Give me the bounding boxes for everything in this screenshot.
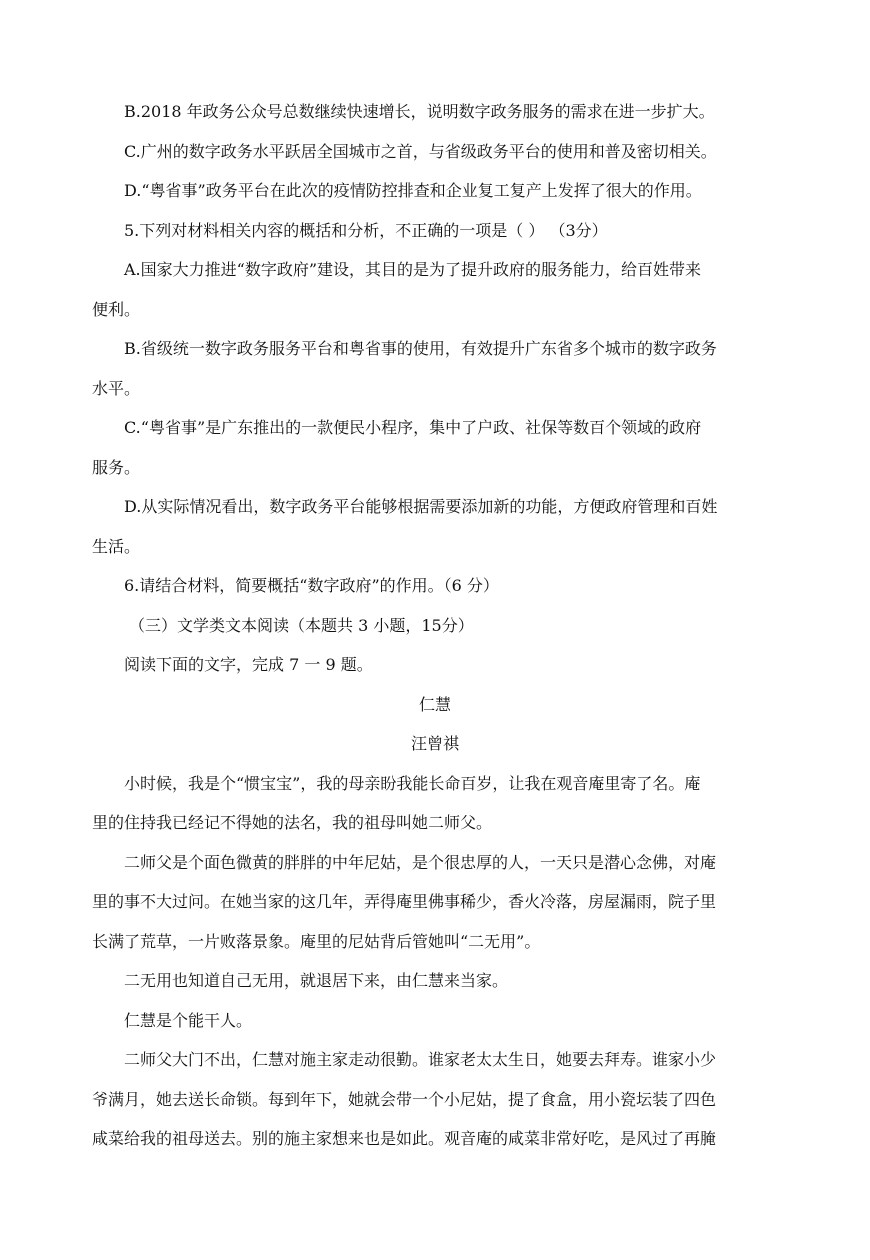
option-d-q5-line2: 生活。 (92, 536, 141, 556)
option-b-q5-line1: B.省级统一数字政务服务平台和粤省事的使用，有效提升广东省多个城市的数字政务 (124, 339, 717, 358)
option-b-q4: B.2018 年政务公众号总数继续快速增长，说明数字政务服务的需求在进一步扩大。 (124, 102, 715, 121)
option-c-q5-line1: C.“粤省事”是广东推出的一款便民小程序，集中了户政、社保等数百个领域的政府 (124, 418, 702, 437)
option-b-q5-line2: 水平。 (92, 378, 141, 398)
document-page (92, 92, 778, 1159)
option-c-q5-line2: 服务。 (92, 457, 141, 477)
option-d-q5-line1: D.从实际情况看出，数字政务平台能够根据需要添加新的功能，方便政府管理和百姓 (124, 497, 718, 516)
paragraph-line: 二师父大门不出，仁慧对施主家走动很勤。谁家老太太生日，她要去拜寿。谁家小少 (124, 1050, 717, 1069)
option-d-q4: D.“粤省事”政务平台在此次的疫情防控排查和企业复工复产上发挥了很大的作用。 (124, 181, 702, 200)
paragraph-line: 长满了荒草，一片败落景象。庵里的尼姑背后管她叫“二无用”。 (92, 931, 541, 951)
paragraph-line: 爷满月，她去送长命锁。每到年下，她就会带一个小尼姑，提了食盒，用小瓷坛装了四色 (92, 1089, 717, 1109)
option-c-q4: C.广州的数字政务水平跃居全国城市之首，与省级政务平台的使用和普及密切相关。 (124, 141, 717, 161)
paragraph-line: 里的事不大过问。在她当家的这几年，弄得庵里佛事稀少，香火冷落，房屋漏雨，院子里 (92, 892, 717, 911)
section-heading: （三）文学类文本阅读（本题共 3 小题，15分） (129, 615, 474, 635)
story-author: 汪曾祺 (410, 734, 459, 753)
paragraph-line: 小时候，我是个“惯宝宝”，我的母亲盼我能长命百岁，让我在观音庵里寄了名。庵 (124, 773, 701, 793)
reading-instruction: 阅读下面的文字，完成 7 一 9 题。 (124, 655, 373, 674)
option-a-q5-line2: 便利。 (92, 299, 141, 319)
paragraph-line: 二师父是个面色微黄的胖胖的中年尼姑，是个很忠厚的人，一天只是潜心念佛，对庵 (124, 852, 717, 872)
paragraph-line: 二无用也知道自己无用，就退居下来，由仁慧来当家。 (124, 971, 509, 990)
paragraph-line: 里的住持我已经记不得她的法名，我的祖母叫她二师父。 (92, 813, 493, 832)
option-a-q5-line1: A.国家大力推进“数字政府”建设，其目的是为了提升政府的服务能力，给百姓带来 (124, 260, 702, 279)
story-title: 仁慧 (418, 694, 451, 714)
paragraph-line: 咸菜给我的祖母送去。别的施主家想来也是如此。观音庵的咸菜非常好吃，是风过了再腌 (92, 1129, 717, 1148)
paragraph-line: 仁慧是个能干人。 (124, 1010, 253, 1030)
question-5: 5.下列对材料相关内容的概括和分析，不正确的一项是（ ） （3分） (124, 220, 608, 240)
question-6: 6.请结合材料，简要概括“数字政府”的作用。（6 分） (124, 576, 499, 595)
